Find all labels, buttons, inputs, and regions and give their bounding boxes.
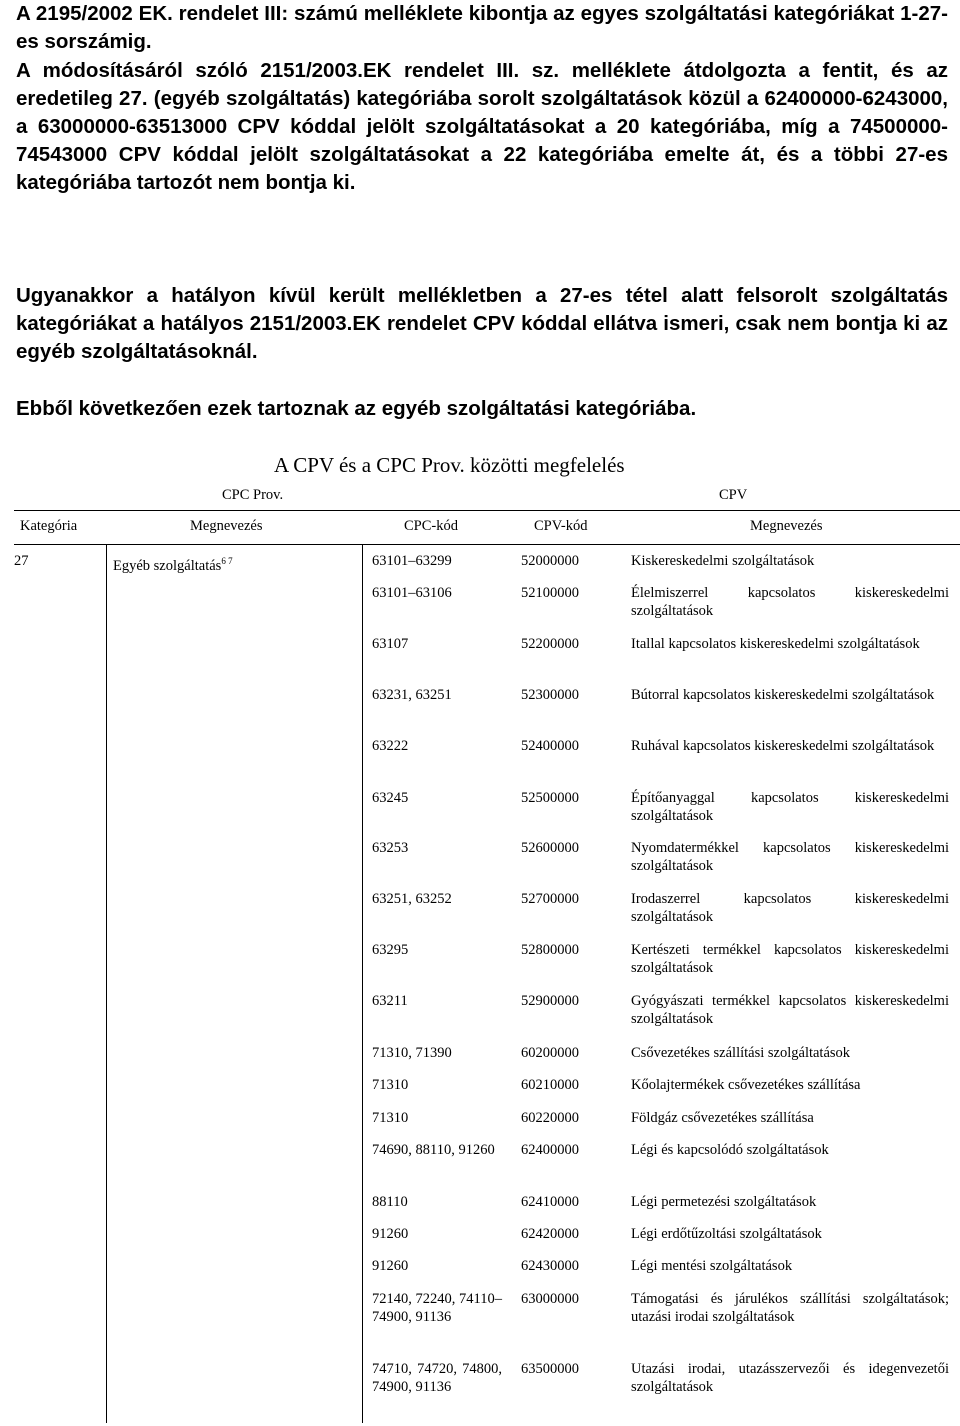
cpv-code-cell: 52900000 xyxy=(521,993,579,1009)
cpv-name-cell: Gyógyászati termékkel kapcsolatos kiskereskedelmi szolgáltatások xyxy=(631,993,949,1027)
cpv-name-cell: Itallal kapcsolatos kiskereskedelmi szolgáltatások xyxy=(631,636,920,652)
cpv-code-cell: 52400000 xyxy=(521,738,579,754)
cpv-name-cell: Csővezetékes szállítási szolgáltatások xyxy=(631,1045,851,1061)
intro-paragraph-4: Ebből következően ezek tartoznak az egyéb szolgáltatási kategóriába. xyxy=(16,397,697,420)
cpv-name-cell: Légi és kapcsolódó szolgáltatások xyxy=(631,1142,829,1158)
cpv-name-cell: Nyomdatermékkel kapcsolatos kiskereskedelmi szolgáltatások xyxy=(631,840,949,874)
header-cpv-name: Megnevezés xyxy=(750,518,823,534)
cpc-code-cell: 91260 xyxy=(372,1226,409,1242)
category-number: 27 xyxy=(14,553,29,569)
cpc-code-cell: 63211 xyxy=(372,993,408,1009)
table-title: A CPV és a CPC Prov. közötti megfelelés xyxy=(274,453,625,477)
cpv-code-cell: 52000000 xyxy=(521,553,579,569)
cpv-name-cell: Kőolajtermékek csővezetékes szállítása xyxy=(631,1077,861,1093)
table-rule-header xyxy=(14,544,960,545)
cpc-code-cell: 63253 xyxy=(372,840,409,856)
cpv-code-cell: 52200000 xyxy=(521,636,579,652)
cpv-code-cell: 60210000 xyxy=(521,1077,579,1093)
cpc-code-cell: 72140, 72240, 74110–74900, 91136 xyxy=(372,1291,502,1325)
group-header-cpc: CPC Prov. xyxy=(222,487,284,503)
cpv-name-cell: Ruhával kapcsolatos kiskereskedelmi szolgáltatások xyxy=(631,738,935,754)
cpv-code-cell: 62420000 xyxy=(521,1226,579,1242)
cpc-code-cell: 63222 xyxy=(372,738,409,754)
cpv-code-cell: 62430000 xyxy=(521,1258,579,1274)
header-cpv-code: CPV-kód xyxy=(534,518,588,534)
cpv-name-cell: Kiskereskedelmi szolgáltatások xyxy=(631,553,815,569)
header-name: Megnevezés xyxy=(190,518,263,534)
cpv-code-cell: 62400000 xyxy=(521,1142,579,1158)
cpv-name-cell: Támogatási és járulékos szállítási szolgáltatások; utazási irodai szolgáltatások xyxy=(631,1291,949,1325)
cpv-code-cell: 60220000 xyxy=(521,1110,579,1126)
cpv-name-cell: Irodaszerrel kapcsolatos kiskereskedelmi szolgáltatások xyxy=(631,891,949,925)
cpv-name-cell: Utazási irodai, utazásszervezői és idegenvezetői szolgáltatások xyxy=(631,1361,949,1395)
intro-paragraph-3: Ugyanakkor a hatályon kívül került mellékletben a 27-es tétel alatt felsorolt szolgáltatás kategóriákat a hatályos 2151/2003.EK rendelet CPV kóddal ellátva ismeri, csak nem bontja ki az egyéb szolgáltatásoknál. xyxy=(16,284,948,363)
cpc-code-cell: 74710, 74720, 74800, 74900, 91136 xyxy=(372,1361,502,1395)
cpc-code-cell: 74690, 88110, 91260 xyxy=(372,1142,495,1158)
cpc-code-cell: 63107 xyxy=(372,636,409,652)
cpc-code-cell: 91260 xyxy=(372,1258,409,1274)
cpv-name-cell: Élelmiszerrel kapcsolatos kiskereskedelmi szolgáltatások xyxy=(631,585,949,619)
cpc-code-cell: 63295 xyxy=(372,942,409,958)
cpc-code-cell: 71310 xyxy=(372,1110,409,1126)
cpc-code-cell: 63245 xyxy=(372,790,409,806)
footnote-marker: 6 7 xyxy=(221,556,233,566)
cpv-code-cell: 52700000 xyxy=(521,891,579,907)
cpc-code-cell: 63101–63299 xyxy=(372,553,452,569)
cpc-code-cell: 71310 xyxy=(372,1077,409,1093)
cpv-code-cell: 62410000 xyxy=(521,1194,579,1210)
cpv-name-cell: Légi erdőtűzoltási szolgáltatások xyxy=(631,1226,822,1242)
cpc-code-cell: 63101–63106 xyxy=(372,585,452,601)
cpv-code-cell: 63000000 xyxy=(521,1291,579,1307)
header-category: Kategória xyxy=(20,518,78,534)
cpv-name-cell: Építőanyaggal kapcsolatos kiskereskedelmi szolgáltatások xyxy=(631,790,949,824)
column-divider xyxy=(106,545,107,1423)
group-header-cpv: CPV xyxy=(719,487,748,503)
intro-paragraph-1: A 2195/2002 EK. rendelet III: számú melléklete kibontja az egyes szolgáltatási kategóriákat 1-27-es sorszámig. xyxy=(16,2,948,53)
category-name xyxy=(113,552,233,575)
cpv-code-cell: 52500000 xyxy=(521,790,579,806)
cpv-name-cell: Bútorral kapcsolatos kiskereskedelmi szolgáltatások xyxy=(631,687,935,703)
intro-paragraph-2: A módosításáról szóló 2151/2003.EK rendelet III. sz. melléklete átdolgozta a fentit, és az eredetileg 27. (egyéb szolgáltatás) kategóriába sorolt szolgáltatások közül a 62400000-6243000, a 63000000-63513000 CPV kóddal jelölt szolgáltatásokat a 20 kategóriába, míg a 74500000-74543000 CPV kóddal jelölt szolgáltatásokat a 22 kategóriába emelte át, és a többi 27-es kategóriába tartozót nem bontja ki. xyxy=(16,59,948,194)
column-divider xyxy=(362,545,363,1423)
category-name-text: Egyéb szolgáltatás xyxy=(113,558,222,574)
cpv-code-cell: 52100000 xyxy=(521,585,579,601)
header-cpc-code: CPC-kód xyxy=(404,518,458,534)
cpv-code-cell: 60200000 xyxy=(521,1045,579,1061)
cpc-code-cell: 63251, 63252 xyxy=(372,891,452,907)
cpv-name-cell: Légi permetezési szolgáltatások xyxy=(631,1194,817,1210)
table-rule-top xyxy=(14,510,960,511)
cpv-code-cell: 52300000 xyxy=(521,687,579,703)
cpv-code-cell: 52800000 xyxy=(521,942,579,958)
cpc-code-cell: 71310, 71390 xyxy=(372,1045,452,1061)
cpv-code-cell: 63500000 xyxy=(521,1361,579,1377)
cpv-name-cell: Kertészeti termékkel kapcsolatos kiskereskedelmi szolgáltatások xyxy=(631,942,949,976)
cpc-code-cell: 88110 xyxy=(372,1194,408,1210)
cpv-name-cell: Földgáz csővezetékes szállítása xyxy=(631,1110,814,1126)
cpv-name-cell: Légi mentési szolgáltatások xyxy=(631,1258,793,1274)
cpv-code-cell: 52600000 xyxy=(521,840,579,856)
cpc-code-cell: 63231, 63251 xyxy=(372,687,452,703)
